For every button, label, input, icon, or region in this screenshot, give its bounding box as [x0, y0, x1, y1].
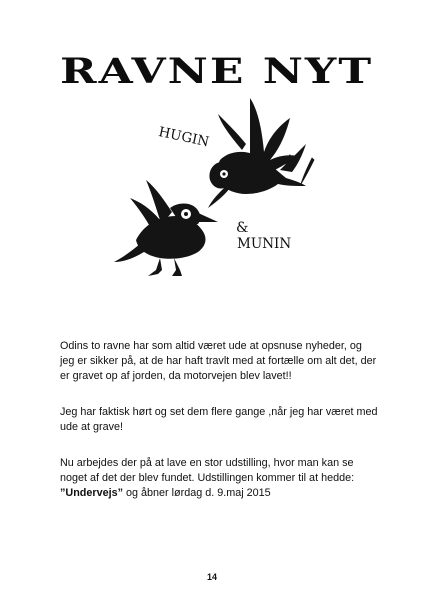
- article-paragraph-exhibition: [60, 456, 378, 501]
- munin-label: MUNIN: [237, 236, 292, 252]
- article-body: [60, 339, 378, 501]
- feather-icon: [301, 158, 314, 184]
- hugin-label: HUGIN: [157, 124, 211, 151]
- article-paragraph: Jeg har faktisk hørt og set dem flere gange ,når jeg har været med ude at grave!: [60, 406, 378, 433]
- article-paragraph: Odins to ravne har som altid været ude at opsnuse nyheder, og jeg er sikker på, at de har haft travlt med at fortælle om alt det, der er gravet op af jorden, da motorvejen blev lavet!!: [60, 340, 377, 382]
- ampersand-label: &: [236, 220, 249, 236]
- ravens-logo: [100, 90, 340, 280]
- exhibition-lead-text: Nu arbejdes der på at lave en stor udstilling, hvor man kan se noget af det der blev fundet. Udstillingen kommer til at hedde:: [60, 457, 355, 484]
- masthead-title: RAVNE NYT: [60, 52, 374, 92]
- hugin-raven-icon: [208, 98, 306, 208]
- exhibition-title: ”Undervejs”: [60, 487, 124, 499]
- page-number: 14: [206, 572, 217, 582]
- munin-raven-icon: [114, 180, 218, 276]
- exhibition-opening-text: og åbner lørdag d. 9.maj 2015: [123, 487, 271, 499]
